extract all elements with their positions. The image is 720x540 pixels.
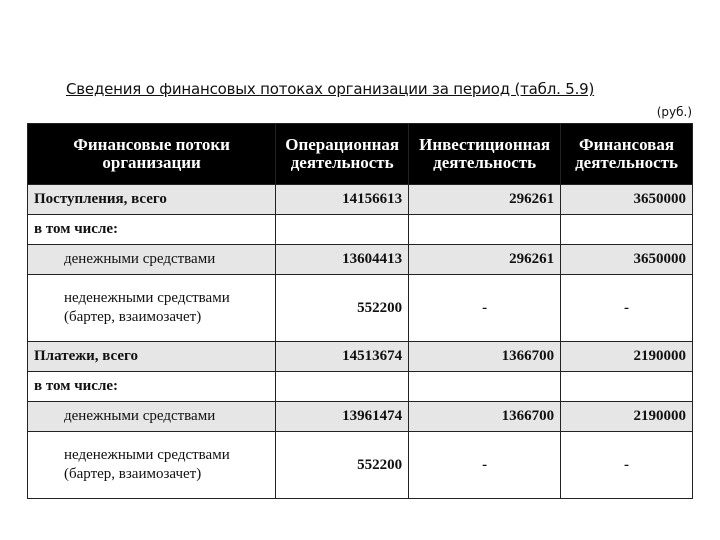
table-row (28, 372, 693, 402)
value-cell: 14156613 (276, 185, 409, 215)
value-cell (561, 215, 693, 245)
value-cell: 1366700 (409, 342, 561, 372)
value-cell: - (409, 432, 561, 499)
row-label: денежными средствами (28, 402, 276, 432)
row-label: Поступления, всего (28, 185, 276, 215)
value-cell: 2190000 (561, 402, 693, 432)
value-cell: 1366700 (409, 402, 561, 432)
row-label: неденежными средствами (бартер, взаимозачет) (28, 275, 276, 342)
row-label: в том числе: (28, 215, 276, 245)
value-cell: 13961474 (276, 402, 409, 432)
value-cell: 552200 (276, 275, 409, 342)
header-cell: Финансовые потоки организации (28, 124, 276, 185)
value-cell (409, 372, 561, 402)
value-cell: 2190000 (561, 342, 693, 372)
table-row (28, 432, 693, 499)
table-row (28, 215, 693, 245)
value-cell: - (561, 432, 693, 499)
value-cell: - (561, 275, 693, 342)
table-row (28, 245, 693, 275)
value-cell (276, 372, 409, 402)
row-label: в том числе: (28, 372, 276, 402)
value-cell: 296261 (409, 185, 561, 215)
header-cell: Операционная деятельность (276, 124, 409, 185)
value-cell (276, 215, 409, 245)
value-cell: 3650000 (561, 185, 693, 215)
row-label: денежными средствами (28, 245, 276, 275)
table-row (28, 275, 693, 342)
unit-label: (руб.) (656, 105, 692, 119)
table-title: Сведения о финансовых потоках организации за период (табл. 5.9) (66, 80, 595, 98)
row-label: неденежными средствами (бартер, взаимозачет) (28, 432, 276, 499)
table-row (28, 185, 693, 215)
row-label: Платежи, всего (28, 342, 276, 372)
table-row (28, 342, 693, 372)
value-cell: 14513674 (276, 342, 409, 372)
table-row (28, 402, 693, 432)
value-cell: - (409, 275, 561, 342)
header-cell: Финансовая деятельность (561, 124, 693, 185)
value-cell (409, 215, 561, 245)
header-row (28, 124, 693, 185)
value-cell: 552200 (276, 432, 409, 499)
header-cell: Инвестиционная деятельность (409, 124, 561, 185)
value-cell: 296261 (409, 245, 561, 275)
value-cell (561, 372, 693, 402)
value-cell: 3650000 (561, 245, 693, 275)
value-cell: 13604413 (276, 245, 409, 275)
financial-flows-table (27, 123, 693, 499)
